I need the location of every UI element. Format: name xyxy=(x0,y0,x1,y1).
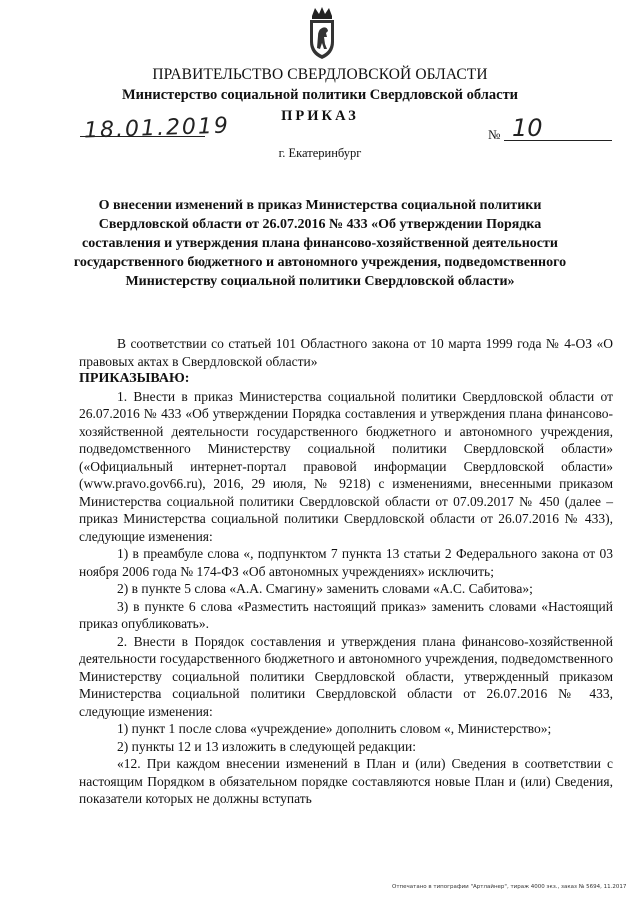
handwritten-number: 10 xyxy=(512,114,543,142)
document-body xyxy=(79,335,613,808)
number-label: № xyxy=(488,127,501,142)
ministry-title: Министерство социальной политики Свердловской области xyxy=(121,87,519,103)
number-underline xyxy=(504,140,612,141)
document-type: ПРИКАЗ xyxy=(281,108,359,124)
paragraph: 2. Внести в Порядок составления и утверждения плана финансово-хозяйственной деятельности государственного бюджетного и автономного учреждения, подведомственного Министерству социальной политики Свердловской области, утвержденный приказом Министерства социальной политики Свердловской области от 26.07.2016 № 433, следующие изменения: xyxy=(79,633,613,719)
government-title: ПРАВИТЕЛЬСТВО СВЕРДЛОВСКОЙ ОБЛАСТИ xyxy=(152,66,488,83)
print-footer: Отпечатано в типографии "Артлайнер", тираж 4000 экз., заказ № 5694, 11.2017 xyxy=(392,884,627,890)
coat-of-arms-icon xyxy=(306,6,338,60)
document-subject: О внесении изменений в приказ Министерства социальной политики Свердловской области от 26.07.2016 № 433 «Об утверждении Порядка составления и утверждения плана финансово-хозяйственной деятельности государственного бюджетного и автономного учреждения, подведомственного Министерству социальной политики Свердловской области» xyxy=(73,198,567,289)
city-label: г. Екатеринбург xyxy=(278,146,362,160)
paragraph: 3) в пункте 6 слова «Разместить настоящий приказ» заменить словами «Настоящий приказ опубликовать». xyxy=(79,598,613,631)
paragraph: 2) в пункте 5 слова «А.А. Смагину» заменить словами «А.С. Сабитова»; xyxy=(117,581,533,596)
paragraph: 1. Внести в приказ Министерства социальной политики Свердловской области от 26.07.2016 № 433 «Об утверждении Порядка составления и утверждения плана финансово-хозяйственной деятельности государственного бюджетного и автономного учреждения, подведомственного Министерству социальной политики Свердловской области» («Официальный интернет-портал правовой информации Свердловской области» (www.pravo.gov66.ru), 2016, 29 июля, № 9218) с изменениями, внесенными приказом Министерства социальной политики Свердловской области от 07.09.2017 № 450 (далее – приказ Министерства социальной политики Свердловской области от 26.07.2016 № 433), следующие изменения: xyxy=(79,388,613,544)
paragraph: «12. При каждом внесении изменений в План и (или) Сведения в соответствии с настоящим Порядком в обязательном порядке составляются новые План и (или) Сведения, показатели которых не должны вступать xyxy=(79,756,613,806)
paragraph: 1) пункт 1 после слова «учреждение» дополнить словом «, Министерство»; xyxy=(117,721,552,736)
handwritten-date: 18.01.2019 xyxy=(83,113,231,144)
paragraph: 1) в преамбуле слова «, подпунктом 7 пункта 13 статьи 2 Федерального закона от 03 ноября 2006 года № 174-ФЗ «Об автономных учреждениях» исключить; xyxy=(79,546,613,579)
preamble: В соответствии со статьей 101 Областного закона от 10 марта 1999 года № 4-ОЗ «О правовых актах в Свердловской области» xyxy=(79,336,613,369)
order-word: ПРИКАЗЫВАЮ: xyxy=(79,371,190,386)
paragraph: 2) пункты 12 и 13 изложить в следующей редакции: xyxy=(117,738,416,754)
date-underline xyxy=(80,136,205,137)
